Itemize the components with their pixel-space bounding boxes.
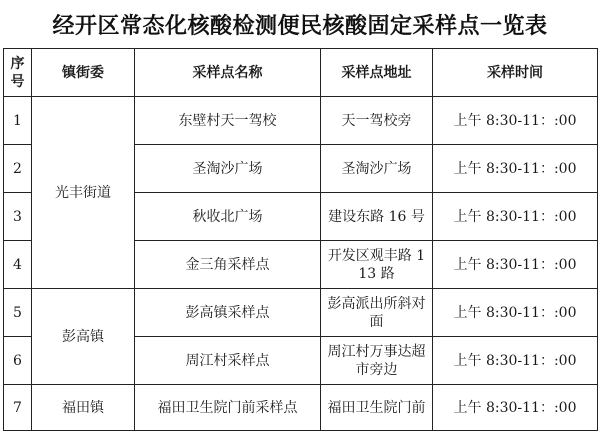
row-index: 4 bbox=[4, 241, 32, 289]
time-cell: 上午 8:30-11：:00 bbox=[433, 193, 598, 241]
address-cell: 天一驾校旁 bbox=[321, 97, 433, 145]
street-cell: 光丰街道 bbox=[32, 97, 135, 289]
row-index: 7 bbox=[4, 385, 32, 431]
address-cell: 圣淘沙广场 bbox=[321, 145, 433, 193]
header-site-name: 采样点名称 bbox=[135, 49, 321, 97]
time-cell: 上午 8:30-11：:00 bbox=[433, 337, 598, 385]
sampling-sites-table bbox=[3, 48, 598, 431]
row-index: 1 bbox=[4, 97, 32, 145]
table-row bbox=[4, 385, 598, 431]
time-cell: 上午 8:30-11：:00 bbox=[433, 97, 598, 145]
table-row bbox=[4, 289, 598, 337]
table-header-row bbox=[4, 49, 598, 97]
address-cell: 彭高派出所斜对面 bbox=[321, 289, 433, 337]
site-name-cell: 圣淘沙广场 bbox=[135, 145, 321, 193]
time-cell: 上午 8:30-11：:00 bbox=[433, 289, 598, 337]
table-row bbox=[4, 97, 598, 145]
street-cell: 彭高镇 bbox=[32, 289, 135, 385]
row-index: 5 bbox=[4, 289, 32, 337]
row-index: 2 bbox=[4, 145, 32, 193]
header-index: 序号 bbox=[4, 49, 32, 97]
address-cell: 开发区观丰路 113 路 bbox=[321, 241, 433, 289]
header-time: 采样时间 bbox=[433, 49, 598, 97]
header-address: 采样点地址 bbox=[321, 49, 433, 97]
page-title: 经开区常态化核酸检测便民核酸固定采样点一览表 bbox=[52, 13, 548, 39]
site-name-cell: 秋收北广场 bbox=[135, 193, 321, 241]
site-name-cell: 金三角采样点 bbox=[135, 241, 321, 289]
street-cell: 福田镇 bbox=[32, 385, 135, 431]
row-index: 3 bbox=[4, 193, 32, 241]
site-name-cell: 福田卫生院门前采样点 bbox=[135, 385, 321, 431]
time-cell: 上午 8:30-11：:00 bbox=[433, 385, 598, 431]
time-cell: 上午 8:30-11：:00 bbox=[433, 145, 598, 193]
address-cell: 福田卫生院门前 bbox=[321, 385, 433, 431]
site-name-cell: 彭高镇采样点 bbox=[135, 289, 321, 337]
address-cell: 建设东路 16 号 bbox=[321, 193, 433, 241]
time-cell: 上午 8:30-11：:00 bbox=[433, 241, 598, 289]
address-cell: 周江村万事达超市旁边 bbox=[321, 337, 433, 385]
site-name-cell: 东壁村天一驾校 bbox=[135, 97, 321, 145]
site-name-cell: 周江村采样点 bbox=[135, 337, 321, 385]
row-index: 6 bbox=[4, 337, 32, 385]
header-street: 镇街委 bbox=[32, 49, 135, 97]
